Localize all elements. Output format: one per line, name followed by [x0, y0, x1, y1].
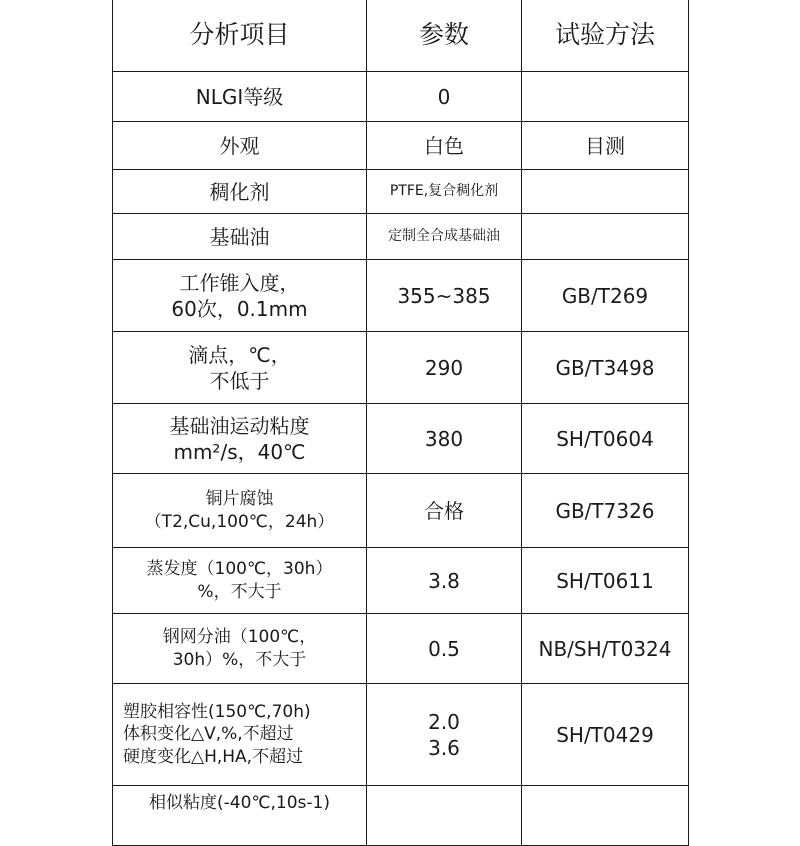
param-cell — [367, 214, 522, 260]
param-cell — [367, 170, 522, 214]
item-cell — [113, 786, 367, 846]
table-row — [113, 548, 689, 614]
item-cell — [113, 332, 367, 404]
item-cell — [113, 614, 367, 684]
item-text: 基础油 — [209, 224, 270, 249]
param-cell — [367, 684, 522, 786]
table-row — [113, 214, 689, 260]
item-text: 塑胶相容性(150℃,70h) — [123, 702, 311, 723]
item-cell — [113, 214, 367, 260]
param-cell — [367, 474, 522, 548]
table-row — [113, 332, 689, 404]
param-cell — [367, 548, 522, 614]
param-text: 3.6 — [428, 735, 460, 760]
item-cell — [113, 72, 367, 122]
param-text: 3.8 — [428, 568, 460, 593]
param-text: 380 — [424, 426, 464, 451]
table-row — [113, 614, 689, 684]
item-text: 滴点，℃， — [188, 342, 291, 367]
item-text: 不低于 — [209, 368, 270, 393]
item-cell — [113, 122, 367, 170]
param-text: 白色 — [424, 133, 464, 158]
table-row — [113, 260, 689, 332]
item-text: 蒸发度（100℃，30h） — [146, 559, 333, 580]
param-text: 0.5 — [428, 636, 460, 661]
table-row — [113, 72, 689, 122]
method-cell: SH/T0611 — [522, 548, 689, 614]
header-method: 试验方法 — [522, 0, 689, 72]
method-cell: SH/T0429 — [522, 684, 689, 786]
item-text: 外观 — [219, 133, 260, 158]
grease-spec-table — [112, 0, 689, 846]
table-row — [113, 786, 689, 846]
item-text: 铜片腐蚀 — [205, 489, 274, 510]
method-cell: GB/T269 — [522, 260, 689, 332]
table-row — [113, 170, 689, 214]
item-cell — [113, 404, 367, 474]
param-cell — [367, 404, 522, 474]
method-cell — [522, 72, 689, 122]
header-param: 参数 — [367, 0, 522, 72]
item-text: 相似粘度(-40℃,10s-1) — [149, 793, 330, 813]
table-row — [113, 474, 689, 548]
item-text: 体积变化△V,%,不超过 — [123, 724, 294, 745]
item-text: 硬度变化△H,HA,不超过 — [123, 746, 304, 767]
param-text: 合格 — [424, 498, 464, 523]
item-cell — [113, 548, 367, 614]
method-cell — [522, 786, 689, 846]
item-text: %，不大于 — [197, 581, 282, 602]
item-text: 60次，0.1mm — [171, 296, 308, 321]
param-cell — [367, 122, 522, 170]
param-text: PTFE,复合稠化剂 — [389, 183, 499, 200]
header-row — [113, 0, 689, 72]
item-text: （T2,Cu,100℃，24h） — [144, 511, 335, 532]
item-cell — [113, 170, 367, 214]
param-cell — [367, 72, 522, 122]
item-cell — [113, 684, 367, 786]
param-cell — [367, 614, 522, 684]
item-text: 钢网分油（100℃， — [162, 627, 317, 648]
param-text: 2.0 — [428, 709, 460, 734]
item-cell — [113, 474, 367, 548]
method-cell: GB/T3498 — [522, 332, 689, 404]
method-cell: GB/T7326 — [522, 474, 689, 548]
param-cell — [367, 786, 522, 846]
item-cell — [113, 260, 367, 332]
method-cell: NB/SH/T0324 — [522, 614, 689, 684]
method-cell — [522, 214, 689, 260]
item-text: mm²/s，40℃ — [173, 439, 306, 464]
param-text: 0 — [437, 84, 451, 109]
table-row — [113, 684, 689, 786]
method-cell: SH/T0604 — [522, 404, 689, 474]
item-text: NLGI等级 — [195, 84, 284, 109]
header-item: 分析项目 — [113, 0, 367, 72]
item-text: 30h）%，不大于 — [172, 649, 307, 670]
item-text: 稠化剂 — [209, 179, 270, 204]
method-cell: 目测 — [522, 122, 689, 170]
table-row — [113, 404, 689, 474]
table-row — [113, 122, 689, 170]
param-text: 290 — [424, 355, 464, 380]
param-text: 355~385 — [397, 283, 491, 308]
item-text: 基础油运动粘度 — [169, 413, 310, 438]
param-cell — [367, 260, 522, 332]
method-cell — [522, 170, 689, 214]
item-text: 工作锥入度， — [179, 270, 300, 295]
param-cell — [367, 332, 522, 404]
param-text: 定制全合成基础油 — [388, 228, 500, 245]
